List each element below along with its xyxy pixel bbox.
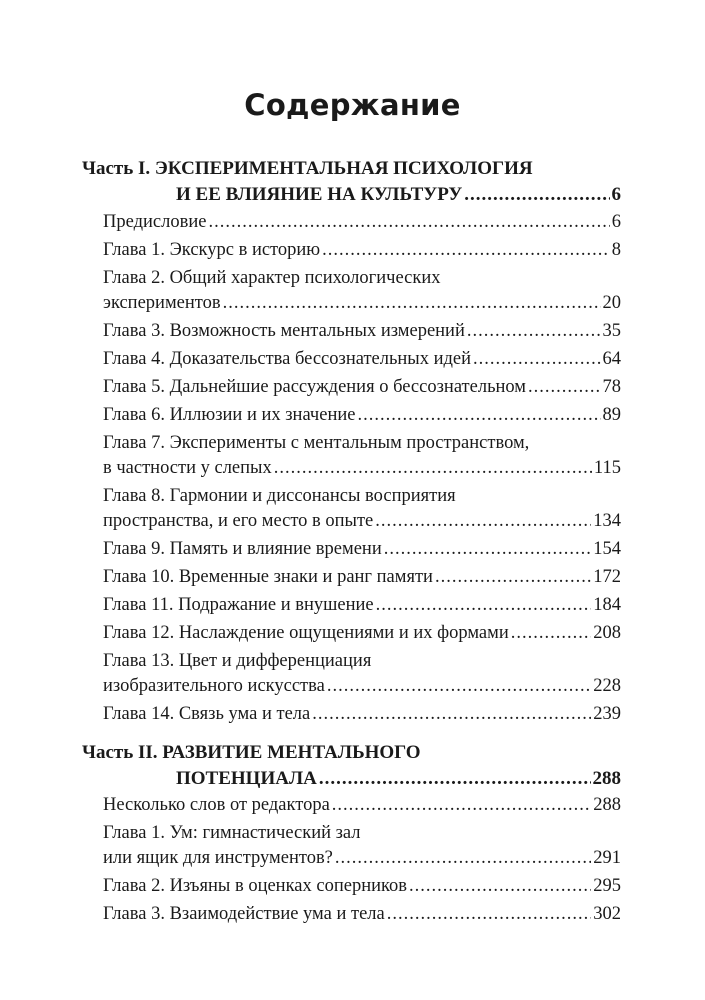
entry-title: Глава 1. Экскурс в историю [103,240,321,260]
entry-page-number: 89 [602,405,621,425]
entry-page-number: 115 [593,458,621,478]
leader-dots [528,377,600,398]
entry-title: изобразительного искусства [103,676,325,696]
leader-dots [375,511,591,532]
entry-title-line1: Глава 8. Гармонии и диссонансы восприятия [103,486,456,506]
entry-title: или ящик для инструментов? [103,848,333,868]
leader-dots [274,458,592,479]
leader-dots [387,904,592,925]
entry-page-number: 8 [611,240,621,260]
entry-title: Глава 6. Иллюзии и их значение [103,405,356,425]
leader-dots [376,595,592,616]
leader-dots [511,623,592,644]
part-title-line2: И ЕЕ ВЛИЯНИЕ НА КУЛЬТУРУ [176,184,463,205]
entry-title: Глава 2. Изъяны в оценках соперников [103,876,408,896]
entry-page-number: 208 [593,623,621,643]
entry-title-line1: Глава 7. Эксперименты с ментальным пространством, [103,433,530,453]
leader-dots [223,293,601,314]
entry-page-number: 184 [593,595,621,615]
entry-page-number: 295 [593,876,621,896]
entry-title: Глава 11. Подражание и внушение [103,595,374,615]
entry-title-line1: Глава 2. Общий характер психологических [103,268,441,288]
entry-page-number: 78 [602,377,621,397]
part-title-line1: Часть II. РАЗВИТИЕ МЕНТАЛЬНОГО [82,742,421,763]
leader-dots [327,676,591,697]
entry-title: Глава 4. Доказательства бессознательных идей [103,349,472,369]
entry-page-number: 35 [602,321,621,341]
entry-title-line1: Глава 1. Ум: гимнастический зал [103,823,361,843]
entry-page-number: 228 [593,676,621,696]
entry-page-number: 6 [611,212,621,232]
entry-title-line1: Глава 13. Цвет и дифференциация [103,651,372,671]
part-page-number: 6 [611,184,621,205]
leader-dots [435,567,591,588]
leader-dots [409,876,591,897]
entry-page-number: 20 [602,293,621,313]
entry-page-number: 172 [593,567,621,587]
entry-title: пространства, и его место в опыте [103,511,374,531]
leader-dots [357,405,600,426]
entry-page-number: 134 [593,511,621,531]
page-title: Содержание [244,88,461,122]
entry-title: Глава 10. Временные знаки и ранг памяти [103,567,433,587]
entry-title: Глава 3. Взаимодействие ума и тела [103,904,385,924]
entry-title: Глава 5. Дальнейшие рассуждения о бессознательном [103,377,527,397]
entry-title: Глава 3. Возможность ментальных измерений [103,321,465,341]
entry-title: в частности у слепых [103,458,272,478]
entry-page-number: 154 [593,539,621,559]
leader-dots [467,321,601,342]
leader-dots [335,848,591,869]
part-page-number: 288 [592,768,621,789]
entry-page-number: 291 [593,848,621,868]
entry-title: Предисловие [103,212,207,232]
entry-page-number: 302 [593,904,621,924]
part-title-line1: Часть I. ЭКСПЕРИМЕНТАЛЬНАЯ ПСИХОЛОГИЯ [82,158,533,179]
entry-title: Глава 12. Наслаждение ощущениями и их формами [103,623,509,643]
leader-dots [464,184,609,206]
leader-dots [208,212,609,233]
entry-title: экспериментов [103,293,221,313]
leader-dots [322,240,610,261]
leader-dots [319,768,591,790]
leader-dots [473,349,600,370]
entry-title: Глава 9. Память и влияние времени [103,539,382,559]
entry-page-number: 288 [593,795,621,815]
leader-dots [312,704,591,725]
leader-dots [332,795,591,816]
part-title-line2: ПОТЕНЦИАЛА [176,768,317,789]
entry-title: Глава 14. Связь ума и тела [103,704,311,724]
entry-page-number: 239 [593,704,621,724]
entry-page-number: 64 [602,349,621,369]
leader-dots [384,539,592,560]
entry-title: Несколько слов от редактора [103,795,330,815]
